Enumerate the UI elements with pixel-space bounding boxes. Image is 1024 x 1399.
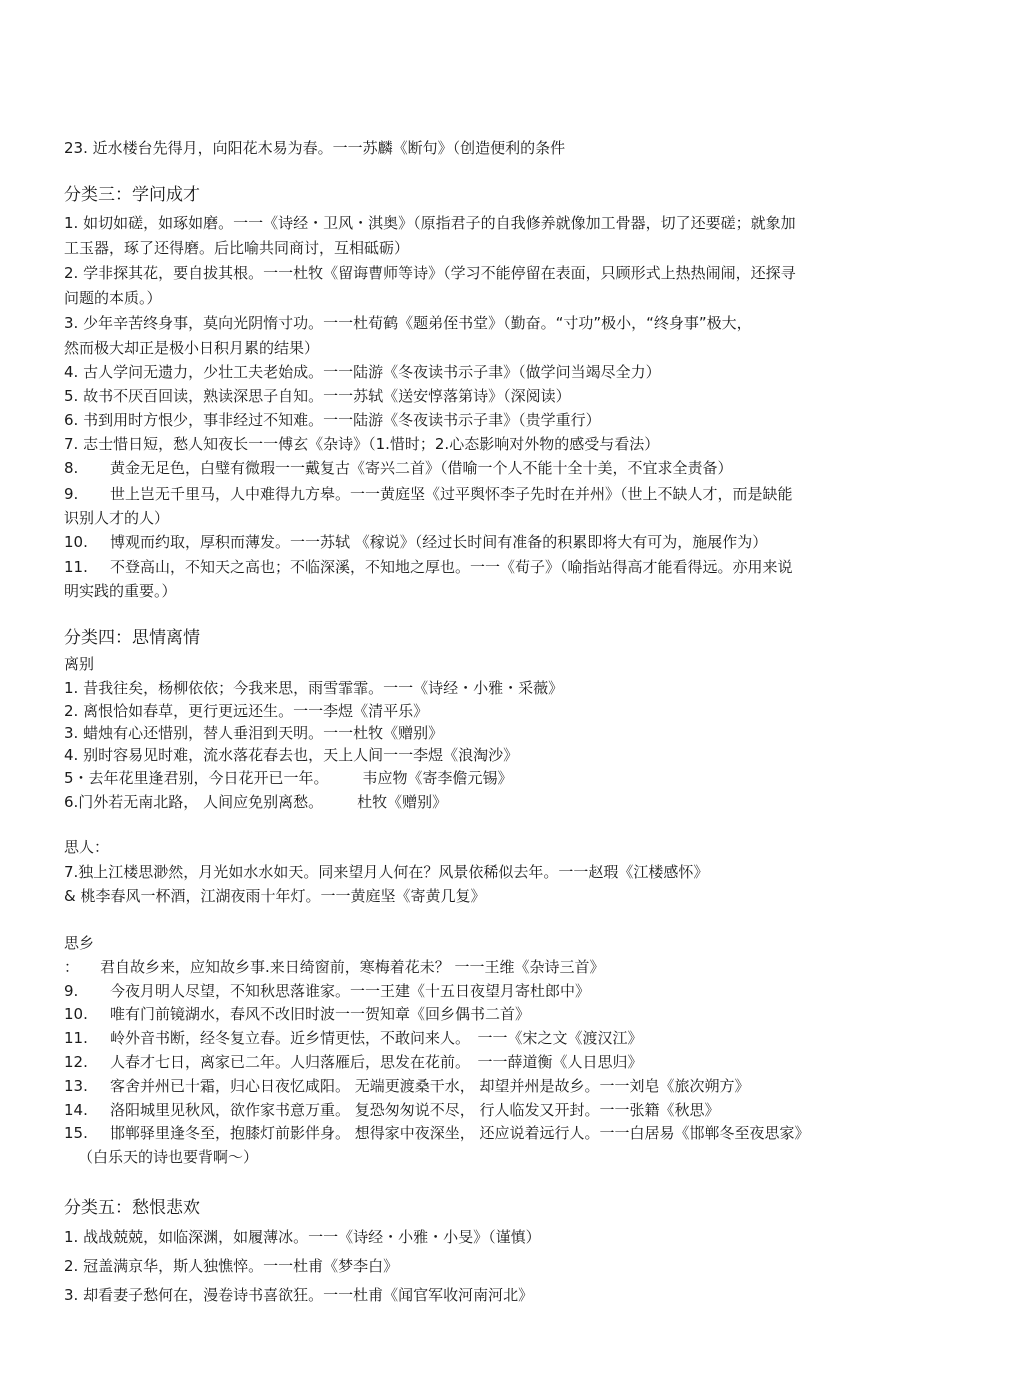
poem-line: 2. 离恨恰如春草，更行更远还生。一一李煜《清平乐》 xyxy=(64,702,429,720)
poem-line-numbered xyxy=(64,980,944,1002)
subheading-homesick: 思乡 xyxy=(64,934,95,952)
item-text: 识别人才的人） xyxy=(64,509,170,527)
poem-line: 1. 昔我往矣，杨柳依依；今我来思，雨雪霏霏。一一《诗经・小雅・采薇》 xyxy=(64,679,564,697)
poem-line: 3. 却看妻子愁何在，漫卷诗书喜欲狂。一一杜甫《闻官军收河南河北》 xyxy=(64,1286,534,1304)
poem-line: 工玉器，琢了还得磨。后比喻共同商讨，互相砥砺） xyxy=(64,239,410,257)
poem-line: 3. 蜡烛有心还惜别，替人垂泪到天明。一一杜牧《赠别》 xyxy=(64,724,444,742)
poem-line: & 桃李春风一杯酒，江湖夜雨十年灯。一一黄庭坚《寄黄几复》 xyxy=(64,887,486,905)
poem-line-split xyxy=(64,767,944,789)
item-text: 唯有门前镜湖水，春风不改旧时波一一贺知章《回乡偶书二首》 xyxy=(110,1005,531,1023)
subheading-missing: 思人： xyxy=(64,838,110,856)
poem-line: 6. 书到用时方恨少，事非经过不知难。一一陆游《冬夜读书示子聿》（贵学重行） xyxy=(64,411,601,429)
item-text: 客舍并州已十霜，归心日夜忆咸阳。 无端更渡桑干水， 却望并州是故乡。一一刘皂《旅次朔方》 xyxy=(110,1077,750,1095)
poem-line-continuation xyxy=(64,580,944,602)
poem-line: 然而极大却正是极小日积月累的结果） xyxy=(64,339,320,357)
poem-line: 4. 古人学问无遗力，少壮工夫老始成。一一陆游《冬夜读书示子聿》（做学问当竭尽全力） xyxy=(64,363,661,381)
poem-line: 问题的本质。） xyxy=(64,289,162,307)
item-text: 博观而约取，厚积而薄发。一一苏轼 《稼说》（经过长时间有准备的积累即将大有可为，施展作为） xyxy=(110,533,768,551)
item-number: 11. xyxy=(64,558,88,576)
poem-line-numbered xyxy=(64,1051,944,1073)
poem-line-continuation xyxy=(64,507,944,529)
subheading-parting: 离别 xyxy=(64,655,95,673)
poem-line-23: 23. 近水楼台先得月，向阳花木易为春。一一苏麟《断句》（创造便利的条件 xyxy=(64,139,566,157)
item-number: 8. xyxy=(64,459,79,477)
poem-line-numbered xyxy=(64,556,944,578)
item-number: 9. xyxy=(64,982,79,1000)
poem-line: 2. 冠盖满京华，斯人独憔悴。一一杜甫《梦李白》 xyxy=(64,1257,399,1275)
poem-line-numbered xyxy=(64,531,944,553)
item-text: 邯郸驿里逢冬至，抱膝灯前影伴身。 想得家中夜深坐， 还应说着远行人。一一白居易《邯郸冬至夜思家》 xyxy=(110,1124,810,1142)
poem-line-numbered xyxy=(64,1122,944,1144)
item-text: 世上岂无千里马，人中难得九方皋。一一黄庭坚《过平舆怀李子先时在并州》（世上不缺人才，而是缺能 xyxy=(110,485,793,503)
item-text: 不登高山，不知天之高也；不临深溪，不知地之厚也。一一《荀子》（喻指站得高才能看得远。亦用来说 xyxy=(110,558,793,576)
poem-line: 4. 别时容易见时难，流水落花春去也，天上人间一一李煜《浪淘沙》 xyxy=(64,746,519,764)
poem-line-numbered xyxy=(64,1027,944,1049)
poem-line-numbered xyxy=(64,457,944,479)
poem-note: （白乐天的诗也要背啊～） xyxy=(78,1148,259,1166)
poem-line: 1. 战战兢兢，如临深渊，如履薄冰。一一《诗经・小雅・小旻》（谨慎） xyxy=(64,1228,541,1246)
item-number: 13. xyxy=(64,1077,88,1095)
poem-line-split xyxy=(64,791,944,813)
poem-line-numbered xyxy=(64,956,944,978)
item-text: 黄金无足色，白璧有微瑕一一戴复古《寄兴二首》（借喻一个人不能十全十美，不宜求全责备） xyxy=(110,459,733,477)
section-heading-4: 分类四：思情离情 xyxy=(64,628,200,648)
poem-text: 5・去年花里逢君别，今日花开已一年。 xyxy=(64,769,329,787)
poem-line: 2. 学非探其花，要自拔其根。一一杜牧《留诲曹师等诗》（学习不能停留在表面，只顾形式上热热闹闹，还探寻 xyxy=(64,264,796,282)
poem-text: 6.门外若无南北路， 人间应免别离愁。 xyxy=(64,793,324,811)
section-heading-3: 分类三：学问成才 xyxy=(64,185,200,205)
item-text: 今夜月明人尽望，不知秋思落谁家。一一王建《十五日夜望月寄杜郎中》 xyxy=(110,982,591,1000)
poem-line-numbered xyxy=(64,483,944,505)
item-number: 9. xyxy=(64,485,79,503)
poem-line: 5. 故书不厌百回读，熟读深思子自知。一一苏轼《送安惇落第诗》（深阅读） xyxy=(64,387,571,405)
item-text: 岭外音书断，经冬复立春。近乡情更怯，不敢问来人。 一一《宋之文《渡汉江》 xyxy=(110,1029,643,1047)
poem-line-numbered xyxy=(64,1075,944,1097)
poem-line: 1. 如切如磋，如琢如磨。一一《诗经・卫风・淇奥》（原指君子的自我修养就像加工骨器，切了还要磋；就象加 xyxy=(64,214,796,232)
item-number: 14. xyxy=(64,1101,88,1119)
poem-author: 杜牧《赠别》 xyxy=(357,793,448,811)
item-number: 10. xyxy=(64,533,88,551)
item-number: 12. xyxy=(64,1053,88,1071)
poem-line: 3. 少年辛苦终身事，莫向光阴惰寸功。一一杜荀鹤《题弟侄书堂》（勤奋。“寸功”极小，“终身事”极大， xyxy=(64,314,752,332)
item-number: ： xyxy=(64,958,80,976)
poem-author: 韦应物《寄李儋元锡》 xyxy=(362,769,513,787)
item-text: 明实践的重要。） xyxy=(64,582,177,600)
poem-line: 7. 志士惜日短，愁人知夜长一一傅玄《杂诗》（1.惜时；2.心态影响对外物的感受与看法） xyxy=(64,435,660,453)
item-text: 人春才七日，离家已二年。人归落雁后，思发在花前。 一一薛道衡《人日思归》 xyxy=(110,1053,643,1071)
item-text: 君自故乡来，应知故乡事.来日绮窗前，寒梅着花未？ 一一王维《杂诗三首》 xyxy=(100,958,605,976)
item-number: 10. xyxy=(64,1005,88,1023)
poem-line: 7.独上江楼思渺然，月光如水水如天。同来望月人何在？风景依稀似去年。一一赵瑕《江楼感怀》 xyxy=(64,863,709,881)
poem-line-numbered xyxy=(64,1003,944,1025)
section-heading-5: 分类五：愁恨悲欢 xyxy=(64,1198,200,1218)
item-text: 洛阳城里见秋风，欲作家书意万重。 复恐匆匆说不尽， 行人临发又开封。一一张籍《秋思》 xyxy=(110,1101,720,1119)
item-number: 15. xyxy=(64,1124,88,1142)
poem-line-numbered xyxy=(64,1099,944,1121)
item-number: 11. xyxy=(64,1029,88,1047)
